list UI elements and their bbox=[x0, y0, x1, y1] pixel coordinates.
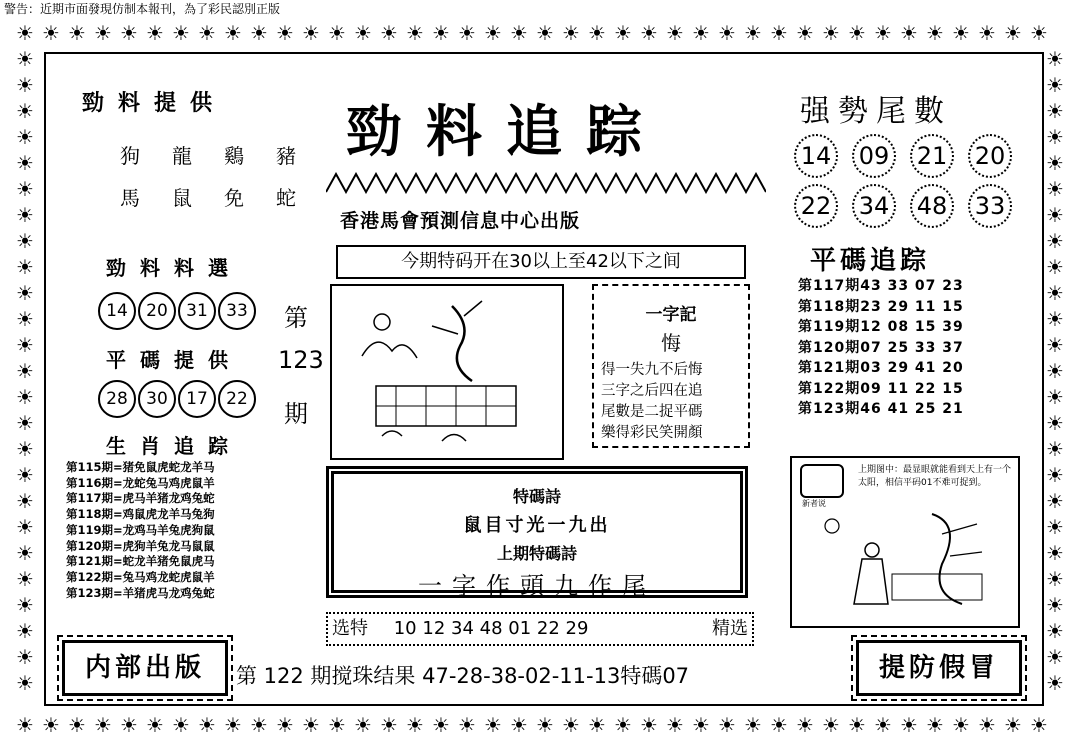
zodiac-row-1 bbox=[104, 140, 312, 169]
section-title-zodiac-track: 生肖追踪 bbox=[106, 434, 242, 458]
sun-icon: ☀ bbox=[1046, 203, 1064, 227]
riddle-drawing bbox=[792, 504, 1018, 624]
illustration-landscape bbox=[330, 284, 564, 460]
sun-icon: ☀ bbox=[1046, 125, 1064, 149]
flat-history-row: 第121期03 29 41 20 bbox=[798, 360, 964, 376]
sun-icon: ☀ bbox=[68, 21, 86, 45]
sun-icon: ☀ bbox=[848, 21, 866, 45]
sun-icon: ☀ bbox=[458, 713, 476, 737]
select-right-label: 精选 bbox=[712, 618, 748, 639]
sun-icon: ☀ bbox=[900, 713, 918, 737]
sun-icon: ☀ bbox=[16, 151, 34, 175]
sun-icon: ☀ bbox=[16, 333, 34, 357]
section-title-hot-picks: 勁料提供 bbox=[82, 90, 227, 116]
sun-icon: ☀ bbox=[1046, 437, 1064, 461]
picks-row-2 bbox=[98, 380, 258, 418]
pick-number: 14 bbox=[98, 292, 136, 330]
sun-icon: ☀ bbox=[1046, 47, 1064, 71]
pick-number: 31 bbox=[178, 292, 216, 330]
sun-icon: ☀ bbox=[406, 713, 424, 737]
picks-row-1 bbox=[98, 292, 258, 330]
sun-icon: ☀ bbox=[666, 21, 684, 45]
flat-history-row: 第122期09 11 22 15 bbox=[798, 380, 964, 397]
beware-fakes-stamp: 提防假冒 bbox=[856, 640, 1022, 696]
issue-suffix: 期 bbox=[284, 400, 308, 428]
sun-icon: ☀ bbox=[978, 21, 996, 45]
sun-icon: ☀ bbox=[900, 21, 918, 45]
tail-number: 21 bbox=[910, 134, 954, 178]
sun-icon: ☀ bbox=[796, 713, 814, 737]
zodiac-history-row: 第121期=蛇龙羊猪免鼠虎马 bbox=[66, 554, 215, 569]
sun-icon: ☀ bbox=[16, 437, 34, 461]
sun-icon: ☀ bbox=[1046, 281, 1064, 305]
tails-row-1 bbox=[794, 134, 1026, 178]
sun-icon: ☀ bbox=[16, 359, 34, 383]
sun-icon: ☀ bbox=[510, 21, 528, 45]
zodiac-item: 馬 bbox=[120, 186, 140, 210]
zodiac-history-row: 第118期=鸡鼠虎龙羊马兔狗 bbox=[66, 507, 215, 522]
poem-line: 尾數是二捉平碼 bbox=[601, 404, 703, 420]
main-title: 勁料追踪 bbox=[346, 99, 666, 165]
riddle-logo-text: 新者说 bbox=[802, 499, 826, 508]
sun-icon: ☀ bbox=[250, 21, 268, 45]
sun-icon: ☀ bbox=[16, 671, 34, 695]
sun-icon: ☀ bbox=[42, 713, 60, 737]
pick-number: 33 bbox=[218, 292, 256, 330]
sun-icon: ☀ bbox=[16, 21, 34, 45]
sun-icon: ☀ bbox=[16, 99, 34, 123]
zodiac-item: 龍 bbox=[172, 144, 192, 168]
sun-icon: ☀ bbox=[146, 21, 164, 45]
sun-icon: ☀ bbox=[822, 713, 840, 737]
zodiac-history-row: 第123期=羊猪虎马龙鸡兔蛇 bbox=[66, 585, 215, 600]
sun-icon: ☀ bbox=[458, 21, 476, 45]
flat-history-row: 第118期23 29 11 15 bbox=[798, 298, 964, 315]
sun-icon: ☀ bbox=[16, 385, 34, 409]
sun-icon: ☀ bbox=[276, 713, 294, 737]
sun-icon: ☀ bbox=[562, 21, 580, 45]
riddle-box bbox=[790, 456, 1020, 628]
sun-border-bottom bbox=[12, 712, 1052, 738]
sun-icon: ☀ bbox=[42, 21, 60, 45]
zodiac-history-list bbox=[66, 460, 215, 601]
sun-icon: ☀ bbox=[276, 21, 294, 45]
pick-number: 17 bbox=[178, 380, 216, 418]
flat-history-row: 第117期43 33 07 23 bbox=[798, 278, 964, 294]
sun-icon: ☀ bbox=[1030, 21, 1048, 45]
sun-icon: ☀ bbox=[1046, 671, 1064, 695]
tails-row-2 bbox=[794, 184, 1026, 228]
sun-icon: ☀ bbox=[354, 713, 372, 737]
tail-number: 22 bbox=[794, 184, 838, 228]
sun-icon: ☀ bbox=[224, 713, 242, 737]
sun-icon: ☀ bbox=[16, 229, 34, 253]
tail-title: 强勢尾數 bbox=[800, 94, 952, 129]
sun-icon: ☀ bbox=[16, 567, 34, 591]
internal-edition-stamp: 内部出版 bbox=[62, 640, 228, 696]
sun-icon: ☀ bbox=[1046, 359, 1064, 383]
last-poem-line: 一字作頭九作尾 bbox=[418, 572, 656, 600]
sun-icon: ☀ bbox=[718, 21, 736, 45]
sun-icon: ☀ bbox=[380, 21, 398, 45]
poem-line: 三字之后四在追 bbox=[601, 383, 703, 399]
sun-icon: ☀ bbox=[406, 21, 424, 45]
sun-icon: ☀ bbox=[16, 281, 34, 305]
sun-border-top bbox=[12, 20, 1052, 46]
sun-icon: ☀ bbox=[16, 515, 34, 539]
sun-icon: ☀ bbox=[224, 21, 242, 45]
sun-icon: ☀ bbox=[510, 713, 528, 737]
sun-border-left bbox=[12, 46, 38, 696]
tail-number: 09 bbox=[852, 134, 896, 178]
sun-icon: ☀ bbox=[588, 713, 606, 737]
sun-icon: ☀ bbox=[666, 713, 684, 737]
sun-icon: ☀ bbox=[16, 463, 34, 487]
sun-icon: ☀ bbox=[874, 21, 892, 45]
sun-icon: ☀ bbox=[1004, 713, 1022, 737]
zodiac-item: 免 bbox=[224, 186, 244, 210]
tail-number: 33 bbox=[968, 184, 1012, 228]
sun-icon: ☀ bbox=[1046, 515, 1064, 539]
sun-icon: ☀ bbox=[562, 713, 580, 737]
sun-icon: ☀ bbox=[16, 203, 34, 227]
pick-number: 20 bbox=[138, 292, 176, 330]
sun-icon: ☀ bbox=[172, 21, 190, 45]
zodiac-history-row: 第116期=龙蛇兔马鸡虎鼠羊 bbox=[66, 475, 215, 490]
poem-line: 得一失九不后悔 bbox=[601, 362, 703, 378]
zodiac-item: 狗 bbox=[120, 144, 140, 168]
one-word-poem-box bbox=[592, 284, 750, 448]
sun-icon: ☀ bbox=[198, 21, 216, 45]
special-poem-title: 特碼詩 bbox=[512, 487, 561, 506]
pick-number: 22 bbox=[218, 380, 256, 418]
poem-word: 悔 bbox=[661, 331, 681, 355]
tail-number: 48 bbox=[910, 184, 954, 228]
sun-icon: ☀ bbox=[16, 645, 34, 669]
zodiac-item: 鼠 bbox=[172, 186, 192, 210]
sun-icon: ☀ bbox=[692, 21, 710, 45]
zodiac-item: 豬 bbox=[276, 144, 296, 168]
sun-icon: ☀ bbox=[16, 177, 34, 201]
sun-icon: ☀ bbox=[1046, 489, 1064, 513]
sun-icon: ☀ bbox=[16, 73, 34, 97]
sun-icon: ☀ bbox=[770, 713, 788, 737]
poem-title: 一字記 bbox=[645, 305, 697, 325]
sun-icon: ☀ bbox=[302, 713, 320, 737]
select-numbers: 10 12 34 48 01 22 29 bbox=[393, 618, 589, 639]
warning-text: 警告：近期市面發現仿制本報刊，為了彩民認別正版 bbox=[4, 2, 281, 16]
landscape-drawing bbox=[332, 286, 562, 458]
sun-icon: ☀ bbox=[16, 619, 34, 643]
flat-history-row: 第123期46 41 25 21 bbox=[798, 401, 964, 417]
sun-icon: ☀ bbox=[198, 713, 216, 737]
sun-icon: ☀ bbox=[16, 713, 34, 737]
zodiac-item: 鷄 bbox=[224, 144, 244, 168]
sun-icon: ☀ bbox=[1046, 307, 1064, 331]
tail-number: 20 bbox=[968, 134, 1012, 178]
sun-icon: ☀ bbox=[1046, 593, 1064, 617]
section-title-picks: 勁料料選 bbox=[106, 256, 242, 280]
sun-icon: ☀ bbox=[120, 21, 138, 45]
zodiac-history-row: 第117期=虎马羊猪龙鸡兔蛇 bbox=[66, 491, 215, 506]
sun-icon: ☀ bbox=[1046, 255, 1064, 279]
sun-icon: ☀ bbox=[120, 713, 138, 737]
zodiac-history-row: 第115期=猪免鼠虎蛇龙羊马 bbox=[66, 460, 215, 474]
sun-icon: ☀ bbox=[1046, 333, 1064, 357]
sun-icon: ☀ bbox=[770, 21, 788, 45]
sun-icon: ☀ bbox=[484, 21, 502, 45]
notice-box: 今期特码开在30以上至42以下之间 bbox=[336, 245, 746, 279]
sun-icon: ☀ bbox=[1046, 151, 1064, 175]
sun-icon: ☀ bbox=[1004, 21, 1022, 45]
sun-icon: ☀ bbox=[16, 541, 34, 565]
sun-icon: ☀ bbox=[302, 21, 320, 45]
sun-icon: ☀ bbox=[1046, 73, 1064, 97]
sun-icon: ☀ bbox=[1046, 411, 1064, 435]
sun-icon: ☀ bbox=[1046, 177, 1064, 201]
zodiac-history-row: 第120期=虎狗羊兔龙马鼠鼠 bbox=[66, 538, 215, 553]
sun-icon: ☀ bbox=[354, 21, 372, 45]
sun-icon: ☀ bbox=[172, 713, 190, 737]
select-left-label: 选特 bbox=[332, 618, 368, 639]
sun-icon: ☀ bbox=[16, 411, 34, 435]
logo-icon bbox=[800, 464, 844, 498]
flat-history-list bbox=[798, 276, 964, 420]
zodiac-row-2 bbox=[104, 182, 312, 211]
sun-icon: ☀ bbox=[822, 21, 840, 45]
sun-icon: ☀ bbox=[640, 21, 658, 45]
sun-icon: ☀ bbox=[848, 713, 866, 737]
last-poem-title: 上期特碼詩 bbox=[496, 544, 577, 563]
draw-result: 第 122 期搅珠结果 47-28-38-02-11-13特碼07 bbox=[236, 664, 690, 688]
sun-icon: ☀ bbox=[640, 713, 658, 737]
sun-icon: ☀ bbox=[250, 713, 268, 737]
section-title-flat: 平碼提供 bbox=[106, 348, 242, 372]
zodiac-history-row: 第119期=龙鸡马羊兔虎狗鼠 bbox=[66, 522, 215, 537]
flat-history-row: 第119期12 08 15 39 bbox=[798, 319, 964, 335]
sun-icon: ☀ bbox=[614, 713, 632, 737]
sun-icon: ☀ bbox=[874, 713, 892, 737]
sun-icon: ☀ bbox=[952, 21, 970, 45]
sun-icon: ☀ bbox=[68, 713, 86, 737]
sun-icon: ☀ bbox=[94, 713, 112, 737]
select-bar bbox=[326, 612, 754, 646]
sun-icon: ☀ bbox=[328, 713, 346, 737]
sun-icon: ☀ bbox=[1030, 713, 1048, 737]
sun-icon: ☀ bbox=[1046, 619, 1064, 643]
sun-icon: ☀ bbox=[328, 21, 346, 45]
sun-icon: ☀ bbox=[536, 21, 554, 45]
sun-icon: ☀ bbox=[484, 713, 502, 737]
sun-icon: ☀ bbox=[16, 593, 34, 617]
poem-lines bbox=[601, 360, 748, 444]
sun-icon: ☀ bbox=[1046, 385, 1064, 409]
sun-icon: ☀ bbox=[1046, 541, 1064, 565]
zodiac-item: 蛇 bbox=[276, 186, 296, 210]
sun-icon: ☀ bbox=[692, 713, 710, 737]
sun-icon: ☀ bbox=[146, 713, 164, 737]
tail-number: 14 bbox=[794, 134, 838, 178]
sun-icon: ☀ bbox=[744, 21, 762, 45]
issue-prefix: 第 bbox=[284, 304, 308, 332]
sun-icon: ☀ bbox=[1046, 645, 1064, 669]
sun-icon: ☀ bbox=[1046, 463, 1064, 487]
sun-icon: ☀ bbox=[380, 713, 398, 737]
sun-icon: ☀ bbox=[744, 713, 762, 737]
sun-icon: ☀ bbox=[614, 21, 632, 45]
sun-icon: ☀ bbox=[588, 21, 606, 45]
issue-number: 123 bbox=[278, 346, 324, 374]
zigzag-divider bbox=[326, 172, 766, 194]
sun-icon: ☀ bbox=[718, 713, 736, 737]
sun-icon: ☀ bbox=[16, 125, 34, 149]
flat-history-row: 第120期07 25 33 37 bbox=[798, 339, 964, 356]
sun-icon: ☀ bbox=[16, 255, 34, 279]
sun-icon: ☀ bbox=[926, 21, 944, 45]
special-poem-box bbox=[326, 466, 748, 598]
sun-icon: ☀ bbox=[926, 713, 944, 737]
sun-icon: ☀ bbox=[978, 713, 996, 737]
sun-border-right bbox=[1042, 46, 1068, 696]
sun-icon: ☀ bbox=[432, 21, 450, 45]
zodiac-history-row: 第122期=兔马鸡龙蛇虎鼠羊 bbox=[66, 569, 215, 584]
sun-icon: ☀ bbox=[94, 21, 112, 45]
pick-number: 28 bbox=[98, 380, 136, 418]
pick-number: 30 bbox=[138, 380, 176, 418]
riddle-text: 上期图中：最显眼就能看到天上有一个太阳，相信平码01不难可捉到。 bbox=[858, 465, 1012, 488]
sun-icon: ☀ bbox=[796, 21, 814, 45]
sun-icon: ☀ bbox=[1046, 567, 1064, 591]
special-poem-line: 鼠目寸光一九出 bbox=[463, 515, 611, 536]
tail-number: 34 bbox=[852, 184, 896, 228]
sun-icon: ☀ bbox=[432, 713, 450, 737]
poem-line: 樂得彩民笑開顏 bbox=[601, 425, 703, 441]
sun-icon: ☀ bbox=[16, 307, 34, 331]
sun-icon: ☀ bbox=[1046, 99, 1064, 123]
sun-icon: ☀ bbox=[1046, 229, 1064, 253]
sun-icon: ☀ bbox=[16, 47, 34, 71]
sun-icon: ☀ bbox=[536, 713, 554, 737]
flat-track-title: 平碼追踪 bbox=[810, 246, 931, 276]
sun-icon: ☀ bbox=[952, 713, 970, 737]
publisher-text: 香港馬會預測信息中心出版 bbox=[340, 210, 581, 232]
sun-icon: ☀ bbox=[16, 489, 34, 513]
